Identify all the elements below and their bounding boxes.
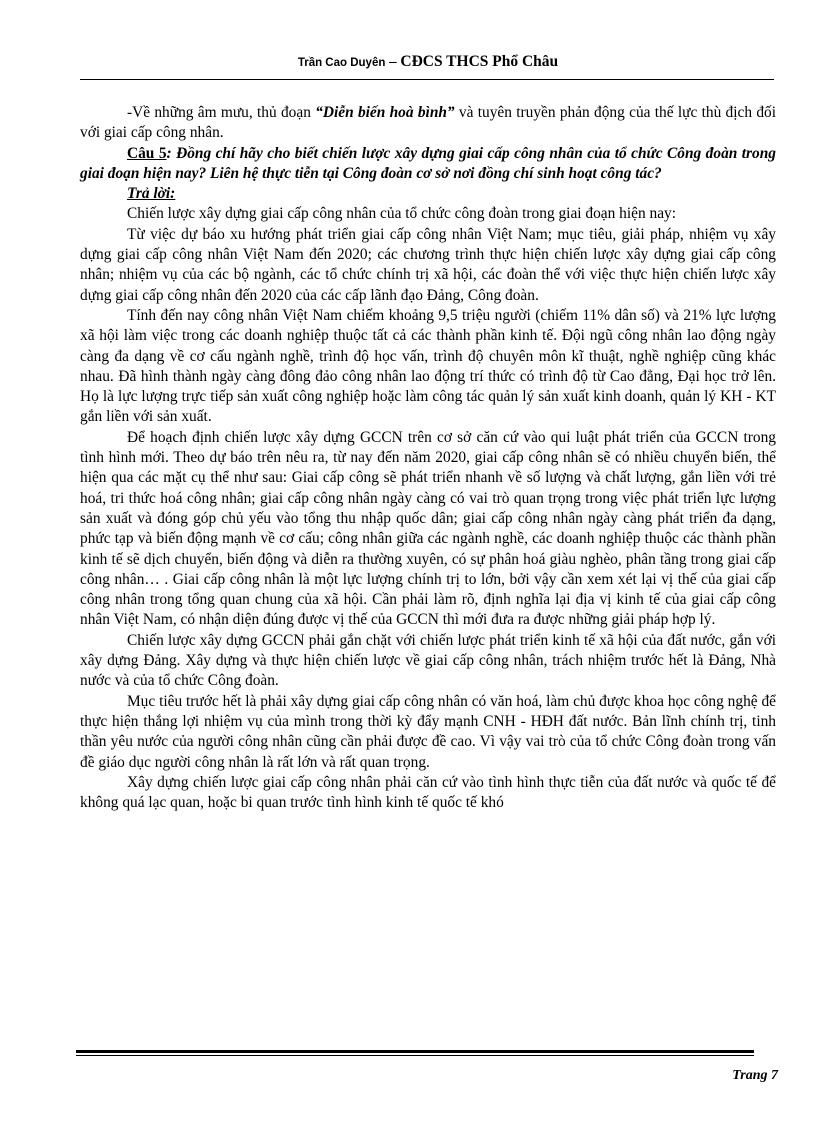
footer-divider-thin <box>76 1055 754 1056</box>
paragraph-intro-suffix: và tuyên truyền phản động của thế lực thù địch đối với giai cấp công nhân. <box>80 104 777 142</box>
paragraph-4: Tính đến nay công nhân Việt Nam chiếm khoảng 9,5 triệu người (chiếm 11% dân số) và 21% lực lượng xã hội làm việc trong các doanh nghiệp thuộc tất cả các thành phần kinh tế. Đội ngũ công nhân lao động ngày càng đa dạng về cơ cấu ngành nghề, trình độ học vấn, trình độ chuyên môn kĩ thuật, nghề nghiệp cũng khác nhau. Đã hình thành ngày càng đông đảo công nhân lao động trí thức có trình độ từ Cao đẳng, Đại học trở lên. Họ là lực lượng trực tiếp sản xuất công nghiệp hoặc làm công tác quản lý sản xuất kinh doanh, quản lý KH - KT gắn liền với sản xuất. <box>80 306 776 426</box>
header-separator: – <box>389 54 397 70</box>
paragraph-7: Mục tiêu trước hết là phải xây dựng giai cấp công nhân có văn hoá, làm chủ được khoa học công nghệ để thực hiện thắng lợi nhiệm vụ của mình trong thời kỳ đẩy mạnh CNH - HĐH đất nước. Bản lĩnh chính trị, tinh thần yêu nước của người công nhân cũng cần phải được đề cao. Vì vậy vai trò của tổ chức Công đoàn trong vấn đề giáo dục người công nhân là rất lớn và rất quan trọng. <box>80 692 776 771</box>
page-header <box>80 52 776 73</box>
paragraph-2: Chiến lược xây dựng giai cấp công nhân của tổ chức công đoàn trong giai đoạn hiện nay: <box>127 205 677 223</box>
page-number: Trang 7 <box>732 1068 778 1083</box>
paragraph-3: Từ việc dự báo xu hướng phát triển giai cấp công nhân Việt Nam; mục tiêu, giải pháp, nhiệm vụ xây dựng giai cấp công nhân Việt Nam đến 2020; các chương trình thực hiện chiến lược xây dựng giai cấp công nhân; nhiệm vụ của các bộ ngành, các tổ chức chính trị xã hội, các đoàn thể với việc thực hiện chiến lược xây dựng giai cấp công nhân đến 2020 của các cấp lãnh đạo Đảng, Công đoàn. <box>80 225 776 304</box>
paragraph-intro <box>80 103 776 144</box>
footer-divider-thick <box>76 1050 754 1053</box>
header-school: CĐCS THCS Phổ Châu <box>400 53 559 70</box>
paragraph-intro-emphasis: “Diễn biến hoà bình” <box>315 104 455 121</box>
answer-label: Trả lời: <box>127 185 176 203</box>
question-label: Câu 5 <box>127 144 167 162</box>
header-divider <box>80 79 774 80</box>
paragraph-5: Để hoạch định chiến lược xây dựng GCCN trên cơ sở căn cứ vào qui luật phát triển của GCCN trong tình hình mới. Theo dự báo trên nêu ra, từ nay đến năm 2020, giai cấp công nhân sẽ có nhiều chuyển biến, thể hiện qua các mặt cụ thể như sau: Giai cấp công sẽ phát triển nhanh về số lượng và chất lượng, gắn liền với trẻ hoá, tri thức hoá công nhân; giai cấp công nhân ngày càng có vai trò quan trọng trong việc phát triển lực lượng sản xuất và đóng góp chủ yếu vào tổng thu nhập quốc dân; giai cấp công nhân ngày càng phát triển đa dạng, phức tạp và biến động mạnh về cơ cấu; công nhân giữa các ngành nghề, các doanh nghiệp thuộc các thành phần kinh tế sẽ dịch chuyển, biến động và diễn ra thường xuyên, có sự phân hoá giàu nghèo, phân tầng trong giai cấp công nhân… . Giai cấp công nhân là một lực lượng chính trị to lớn, bởi vậy cần xem xét lại vị thế của giai cấp công nhân trong tổng quan chung của xã hội. Cần phải làm rõ, định nghĩa lại địa vị kinh tế của giai cấp công nhân Việt Nam, có nhận diện đúng được vị thế của GCCN thì mới đưa ra được những giải pháp hợp lý. <box>80 428 776 629</box>
document-body <box>80 103 776 813</box>
paragraph-6: Chiến lược xây dựng GCCN phải gắn chặt với chiến lược phát triển kinh tế xã hội của đất nước, gắn với xây dựng Đảng. Xây dựng và thực hiện chiến lược về giai cấp công nhân, trách nhiệm trước hết là Đảng, Nhà nước và của tổ chức Công đoàn. <box>80 631 776 690</box>
paragraph-intro-prefix: -Về những âm mưu, thủ đoạn <box>127 104 316 121</box>
question-text: : Đồng chí hãy cho biết chiến lược xây dựng giai cấp công nhân của tổ chức Công đoàn trong giai đoạn hiện nay? Liên hệ thực tiễn tại Công đoàn cơ sở nơi đồng chí sinh hoạt công tác? <box>80 144 776 182</box>
header-author: Trần Cao Duyên <box>297 57 386 69</box>
question-5 <box>80 144 776 185</box>
paragraph-8: Xây dựng chiến lược giai cấp công nhân phải căn cứ vào tình hình thực tiễn của đất nước và quốc tế để không quá lạc quan, hoặc bi quan trước tình hình kinh tế quốc tế khó <box>80 773 776 812</box>
answer-heading <box>80 184 776 204</box>
